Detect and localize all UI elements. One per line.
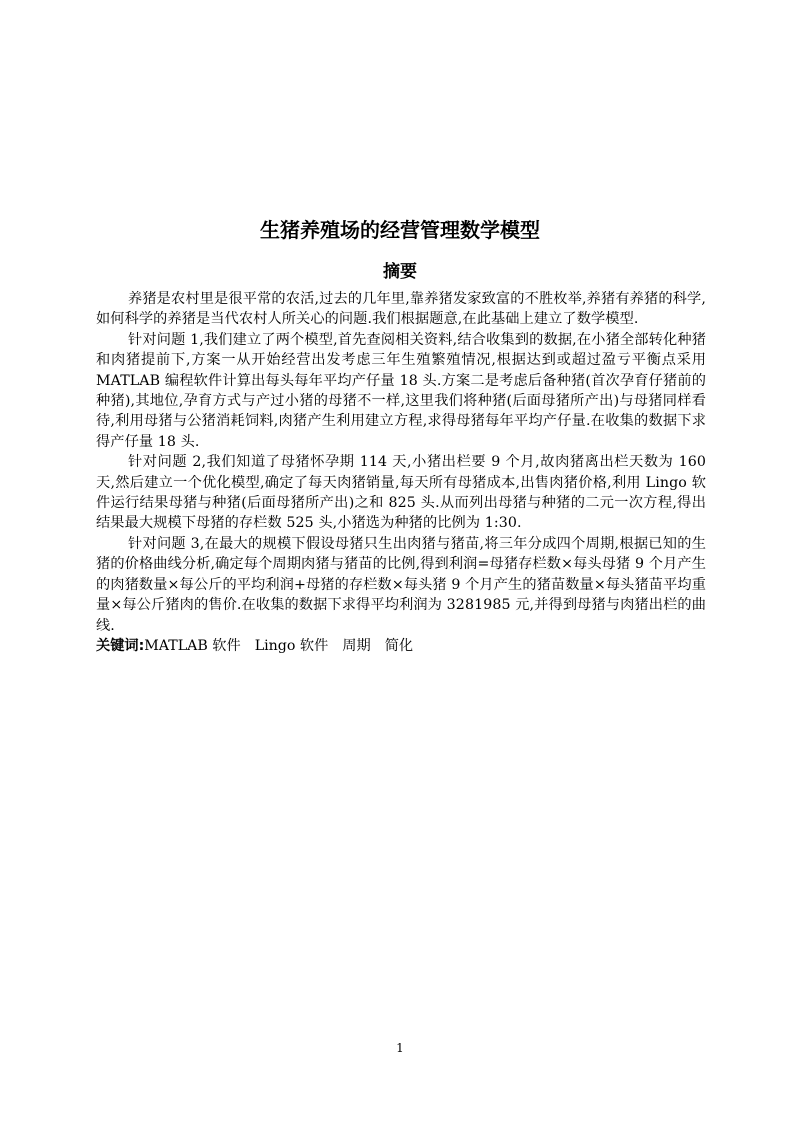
keyword: MATLAB 软件	[144, 637, 241, 654]
abstract-paragraph: 针对问题 1,我们建立了两个模型,首先查阅相关资料,结合收集到的数据,在小猪全部转化种猪和肉猪提前下,方案一从开始经营出发考虑三年生殖繁殖情况,根据达到或超过盈亏平衡点采用 MATLAB 编程软件计算出每头每年平均产仔量 18 头.方案二是考虑后备种猪(首次孕育仔猪前的种猪),其地位,孕育方式与产过小猪的母猪不一样,这里我们将种猪(后面母猪所产出)与母猪同样看待,利用母猪与公猪消耗饲料,肉猪产生利用建立方程,求得母猪每年平均产仔量.在收集的数据下求得产仔量 18 头.	[96, 331, 706, 450]
keyword: 简化	[384, 637, 414, 654]
abstract-heading: 摘要	[383, 262, 417, 282]
keywords-line	[96, 636, 706, 656]
abstract-paragraph: 养猪是农村里是很平常的农活,过去的几年里,靠养猪发家致富的不胜枚举,养猪有养猪的科学,如何科学的养猪是当代农村人所关心的问题.我们根据题意,在此基础上建立了数学模型.	[96, 291, 706, 328]
abstract-paragraph: 针对问题 3,在最大的规模下假设母猪只生出肉猪与猪苗,将三年分成四个周期,根据已知的生猪的价格曲线分析,确定每个周期肉猪与猪苗的比例,得到利润=母猪存栏数×每头母猪 9 个月产生的肉猪数量×每公斤的平均利润+母猪的存栏数×每头猪 9 个月产生的猪苗数量×每头猪苗平均重量×每公斤猪肉的售价.在收集的数据下求得平均利润为 3281985 元,并得到母猪与肉猪出栏的曲线.	[96, 535, 706, 634]
keyword: Lingo 软件	[254, 637, 329, 654]
paper-title: 生猪养殖场的经营管理数学模型	[260, 218, 540, 242]
abstract-body	[96, 289, 706, 656]
page-number: 1	[396, 1041, 404, 1055]
keyword: 周期	[342, 637, 371, 654]
abstract-paragraph: 针对问题 2,我们知道了母猪怀孕期 114 天,小猪出栏要 9 个月,故肉猪离出栏天数为 160 天,然后建立一个优化模型,确定了每天肉猪销量,每天所有母猪成本,出售肉猪价格,利用 Lingo 软件运行结果母猪与种猪(后面母猪所产出)之和 825 头.从而列出母猪与种猪的二元一次方程,得出结果最大规模下母猪的存栏数 525 头,小猪选为种猪的比例为 1:30.	[96, 454, 706, 532]
keywords-label: 关键词:	[96, 637, 145, 654]
